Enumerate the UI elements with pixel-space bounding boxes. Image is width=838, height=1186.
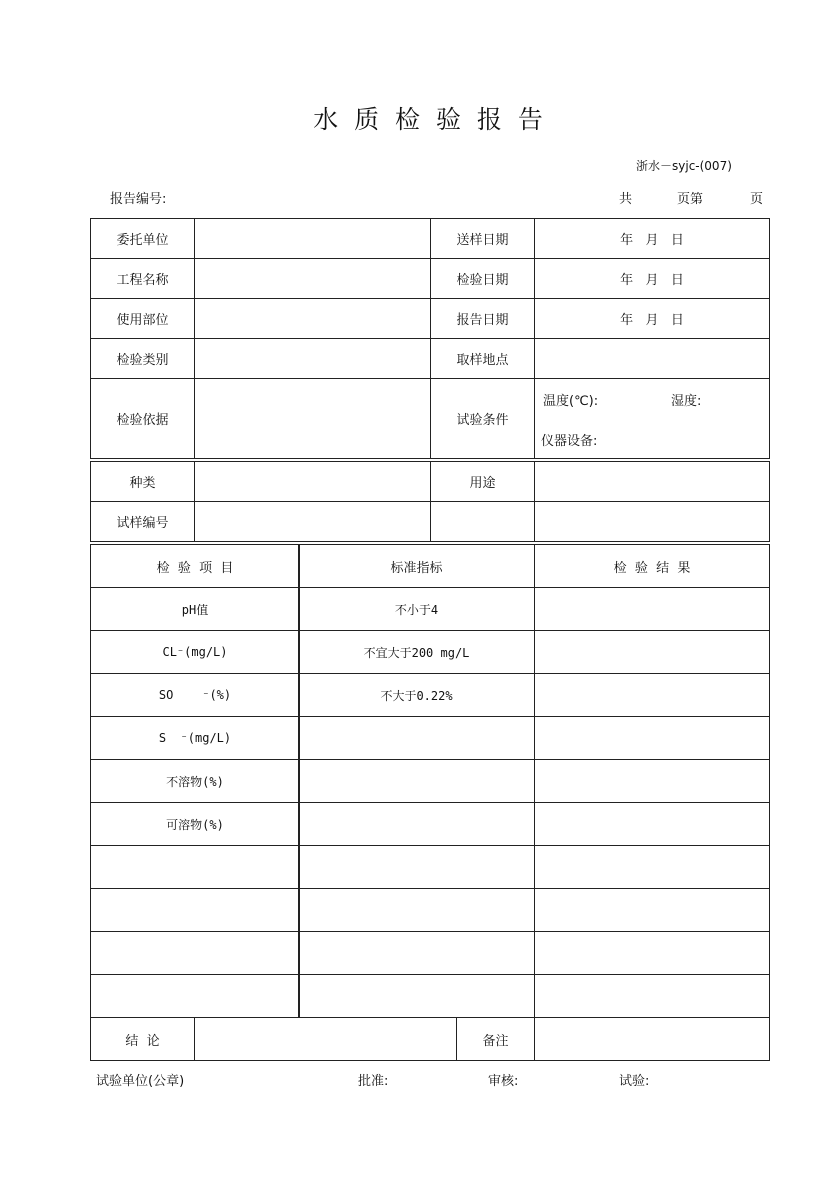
page-label: 页 xyxy=(750,192,764,207)
page-title: 水 质 检 验 报 告 xyxy=(313,105,547,134)
header-standard: 标准指标 xyxy=(298,544,535,588)
standard-cell xyxy=(298,974,535,1018)
page-of-label: 页第 xyxy=(677,192,704,207)
client-field[interactable] xyxy=(194,218,431,259)
header-result: 检 验 结 果 xyxy=(534,544,770,588)
standard-cell xyxy=(298,888,535,932)
type-label: 种类 xyxy=(90,461,195,502)
item-cell xyxy=(90,888,300,932)
sample-no-field[interactable] xyxy=(194,501,431,542)
standard-cell xyxy=(298,759,535,803)
footer-unit: 试验单位(公章) xyxy=(96,1074,185,1089)
usage-field[interactable] xyxy=(534,461,770,502)
page-total-label: 共 xyxy=(619,192,633,207)
result-cell[interactable] xyxy=(534,802,770,846)
result-cell[interactable] xyxy=(534,716,770,760)
item-cell: 可溶物(%) xyxy=(90,802,300,846)
standard-cell xyxy=(298,845,535,889)
item-cell xyxy=(90,931,300,975)
result-cell[interactable] xyxy=(534,587,770,631)
location-label: 使用部位 xyxy=(90,298,195,339)
result-cell[interactable] xyxy=(534,974,770,1018)
category-field[interactable] xyxy=(194,338,431,379)
client-label: 委托单位 xyxy=(90,218,195,259)
basis-field[interactable] xyxy=(194,378,431,459)
conditions-label: 试验条件 xyxy=(430,378,535,459)
remarks-label: 备注 xyxy=(456,1017,535,1061)
standard-cell: 不小于4 xyxy=(298,587,535,631)
report-no-label: 报告编号: xyxy=(110,192,167,207)
header-item: 检 验 项 目 xyxy=(90,544,300,588)
sampling-site-field[interactable] xyxy=(534,338,770,379)
result-cell[interactable] xyxy=(534,630,770,674)
item-cell: pH值 xyxy=(90,587,300,631)
item-cell: CL⁻(mg/L) xyxy=(90,630,300,674)
temperature-label: 温度(℃): xyxy=(543,394,599,409)
item-cell: S ⁻(mg/L) xyxy=(90,716,300,760)
footer-approve: 批准: xyxy=(358,1074,389,1089)
sample-no-label: 试样编号 xyxy=(90,501,195,542)
result-cell[interactable] xyxy=(534,759,770,803)
result-cell[interactable] xyxy=(534,888,770,932)
result-cell[interactable] xyxy=(534,673,770,717)
test-date-label: 检验日期 xyxy=(430,258,535,299)
sample-no-extra-field-2[interactable] xyxy=(534,501,770,542)
item-cell: 不溶物(%) xyxy=(90,759,300,803)
report-date-label: 报告日期 xyxy=(430,298,535,339)
category-label: 检验类别 xyxy=(90,338,195,379)
equipment-label: 仪器设备: xyxy=(541,434,598,449)
remarks-field[interactable] xyxy=(534,1017,770,1061)
type-field[interactable] xyxy=(194,461,431,502)
footer-tester: 试验: xyxy=(619,1074,650,1089)
form-code: 浙水－syjc-(007) xyxy=(636,159,732,173)
item-cell: SO ⁻(%) xyxy=(90,673,300,717)
project-label: 工程名称 xyxy=(90,258,195,299)
project-field[interactable] xyxy=(194,258,431,299)
usage-label: 用途 xyxy=(430,461,535,502)
standard-cell xyxy=(298,931,535,975)
standard-cell xyxy=(298,716,535,760)
standard-cell xyxy=(298,802,535,846)
result-cell[interactable] xyxy=(534,845,770,889)
humidity-label: 湿度: xyxy=(671,394,702,409)
sampling-site-label: 取样地点 xyxy=(430,338,535,379)
conclusion-label: 结 论 xyxy=(90,1017,195,1061)
report-date-field[interactable]: 年 月 日 xyxy=(534,298,770,339)
standard-cell: 不大于0.22% xyxy=(298,673,535,717)
item-cell xyxy=(90,845,300,889)
send-date-field[interactable]: 年 月 日 xyxy=(534,218,770,259)
basis-label: 检验依据 xyxy=(90,378,195,459)
test-date-field[interactable]: 年 月 日 xyxy=(534,258,770,299)
send-date-label: 送样日期 xyxy=(430,218,535,259)
item-cell xyxy=(90,974,300,1018)
footer-review: 审核: xyxy=(488,1074,519,1089)
location-field[interactable] xyxy=(194,298,431,339)
result-cell[interactable] xyxy=(534,931,770,975)
standard-cell: 不宜大于200 mg/L xyxy=(298,630,535,674)
sample-no-extra-field[interactable] xyxy=(430,501,535,542)
conclusion-field[interactable] xyxy=(194,1017,457,1061)
